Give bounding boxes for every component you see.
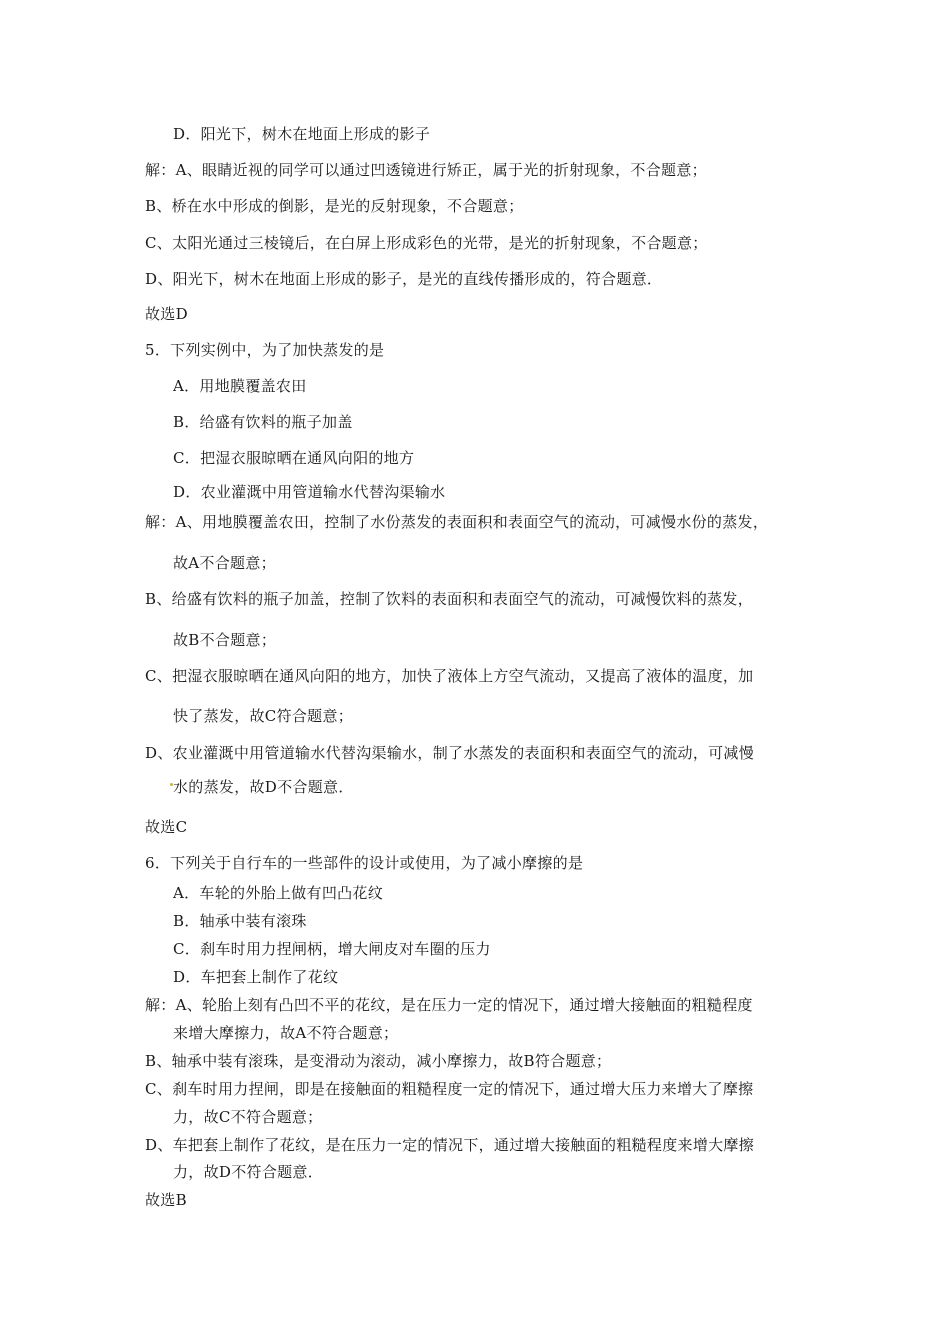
q5-option-b: B．给盛有饮料的瓶子加盖 [173, 413, 353, 431]
q5-solution-a-cont: 故A不合题意； [173, 554, 276, 572]
q5-solution-b-cont: 故B不合题意； [173, 631, 277, 649]
q6-solution-b: B、轴承中装有滚珠，是变滑动为滚动，减小摩擦力，故B符合题意； [145, 1052, 612, 1070]
q6-solution-d-cont: 力，故D不符合题意． [173, 1163, 324, 1181]
q5-solution-c: C、把湿衣服晾晒在通风向阳的地方，加快了液体上方空气流动，又提高了液体的温度，加 [145, 667, 754, 685]
q5-solution-d-cont: 水的蒸发，故D不合题意． [173, 778, 354, 796]
q4-solution-a: 解：A、眼睛近视的同学可以通过凹透镜进行矫正，属于光的折射现象，不合题意； [145, 161, 707, 179]
q5-solution-d: D、农业灌溉中用管道输水代替沟渠输水，制了水蒸发的表面积和表面空气的流动，可减慢 [145, 744, 755, 762]
q6-solution-a-cont: 来增大摩擦力，故A不符合题意； [173, 1024, 399, 1042]
q5-option-c: C．把湿衣服晾晒在通风向阳的地方 [173, 449, 415, 467]
q6-solution-c: C、刹车时用力捏闸，即是在接触面的粗糙程度一定的情况下，通过增大压力来增大了摩擦 [145, 1080, 754, 1098]
q4-option-d: D．阳光下，树木在地面上形成的影子 [173, 125, 431, 143]
q5-solution-a: 解：A、用地膜覆盖农田，控制了水份蒸发的表面积和表面空气的流动，可减慢水份的蒸发， [145, 513, 769, 531]
q4-solution-c: C、太阳光通过三棱镜后，在白屏上形成彩色的光带，是光的折射现象，不合题意； [145, 234, 708, 252]
q5-solution-b: B、给盛有饮料的瓶子加盖，控制了饮料的表面积和表面空气的流动，可减慢饮料的蒸发， [145, 590, 754, 608]
q5-option-a: A．用地膜覆盖农田 [173, 377, 307, 395]
q6-option-a: A．车轮的外胎上做有凹凸花纹 [173, 884, 384, 902]
q6-stem: 6．下列关于自行车的一些部件的设计或使用，为了减小摩擦的是 [145, 854, 584, 872]
q4-answer: 故选D [145, 305, 188, 323]
q5-answer: 故选C [145, 818, 188, 836]
q6-option-c: C．刹车时用力捏闸柄，增大闸皮对车圈的压力 [173, 940, 491, 958]
q6-option-d: D．车把套上制作了花纹 [173, 968, 339, 986]
q6-solution-c-cont: 力，故C不符合题意； [173, 1108, 323, 1126]
q6-option-b: B．轴承中装有滚珠 [173, 912, 307, 930]
q4-solution-d: D、阳光下，树木在地面上形成的影子，是光的直线传播形成的，符合题意． [145, 270, 663, 288]
q5-option-d: D．农业灌溉中用管道输水代替沟渠输水 [173, 483, 446, 501]
q4-solution-b: B、桥在水中形成的倒影，是光的反射现象，不合题意； [145, 197, 524, 215]
q6-solution-a: 解：A、轮胎上刻有凸凹不平的花纹，是在压力一定的情况下，通过增大接触面的粗糙程度 [145, 996, 753, 1014]
q5-stem: 5．下列实例中，为了加快蒸发的是 [145, 341, 385, 359]
q6-answer: 故选B [145, 1191, 187, 1209]
q5-solution-c-cont: 快了蒸发，故C符合题意； [173, 707, 354, 725]
q6-solution-d: D、车把套上制作了花纹，是在压力一定的情况下，通过增大接触面的粗糙程度来增大摩擦 [145, 1136, 755, 1154]
